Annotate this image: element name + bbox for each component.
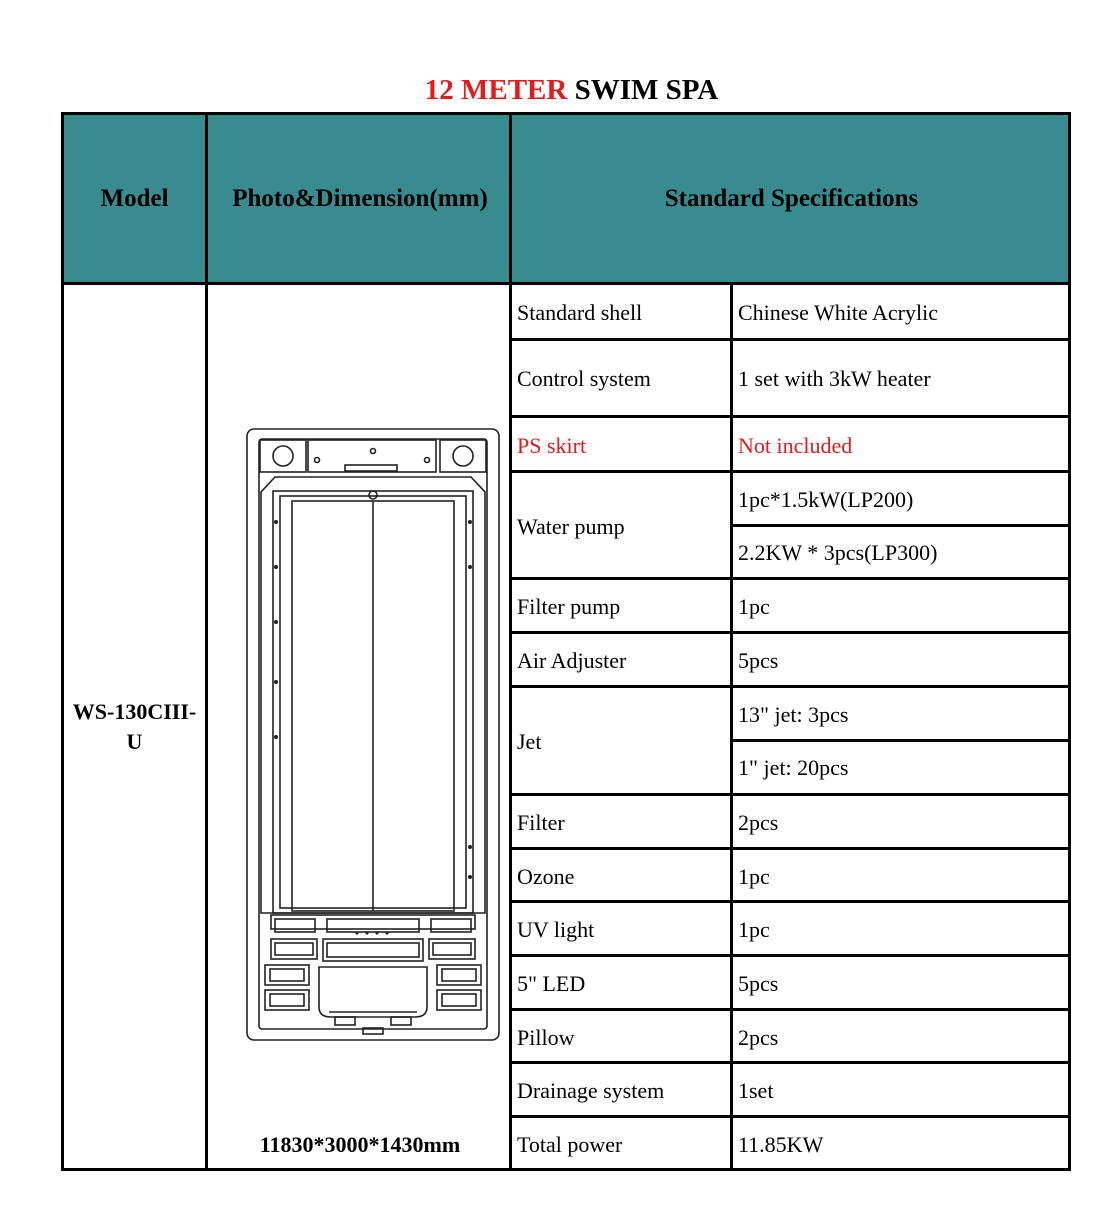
spec-label: Jet [517, 729, 542, 754]
header-model: Model [100, 184, 169, 212]
spec-value: 1set [738, 1078, 774, 1103]
spec-value: 2pcs [738, 1024, 779, 1050]
spec-row [512, 850, 1068, 903]
spec-label: 5" LED [517, 971, 586, 996]
spec-row [512, 1011, 1068, 1064]
table-header [64, 115, 1068, 285]
spec-table [61, 112, 1071, 1171]
spec-value: 1pc [738, 863, 770, 889]
spec-label: Control system [517, 366, 651, 391]
spec-label: Pillow [517, 1024, 575, 1050]
spec-value: 5pcs [738, 648, 779, 673]
title-highlight: 12 METER [424, 74, 568, 106]
spec-value: 1pc [738, 917, 770, 942]
spec-value: 11.85KW [738, 1132, 824, 1157]
model-cell [64, 285, 205, 1168]
swim-spa-drawing [245, 427, 501, 1044]
spec-value: 2.2KW * 3pcs(LP300) [738, 539, 938, 565]
spec-label: UV light [517, 917, 595, 942]
spec-label: Filter pump [517, 594, 621, 619]
header-specs: Standard Specifications [664, 184, 919, 212]
spec-value: 13" jet: 3pcs [738, 701, 849, 727]
page-title [0, 74, 1103, 107]
spec-label: Filter [517, 810, 565, 835]
spec-value: 5pcs [738, 971, 779, 996]
spec-label: Total power [517, 1132, 623, 1157]
spec-row [512, 957, 1068, 1011]
column-divider [205, 115, 208, 1168]
spec-row [512, 796, 1068, 850]
dimension-label: 11830*3000*1430mm [259, 1132, 461, 1157]
spec-label: PS skirt [517, 432, 587, 458]
model-name-line2: U [126, 728, 143, 754]
spec-label: Ozone [517, 863, 575, 889]
spec-value: 1pc*1.5kW(LP200) [738, 486, 914, 512]
title-rest: SWIM SPA [574, 74, 719, 106]
model-name-line1: WS-130CIII- [72, 698, 197, 724]
spec-value: 1pc [738, 594, 770, 619]
spec-value: 2pcs [738, 810, 779, 835]
spec-value: Not included [738, 432, 853, 458]
spec-label: Air Adjuster [517, 648, 627, 673]
spec-value: 1" jet: 20pcs [738, 755, 849, 780]
spec-value: Chinese White Acrylic [738, 300, 938, 325]
spec-value: 1 set with 3kW heater [738, 366, 931, 391]
header-photo: Photo&Dimension(mm) [232, 184, 488, 212]
spec-row [512, 903, 1068, 957]
spec-label: Drainage system [517, 1078, 665, 1103]
spec-label: Standard shell [517, 300, 643, 325]
spec-label: Water pump [517, 513, 625, 539]
